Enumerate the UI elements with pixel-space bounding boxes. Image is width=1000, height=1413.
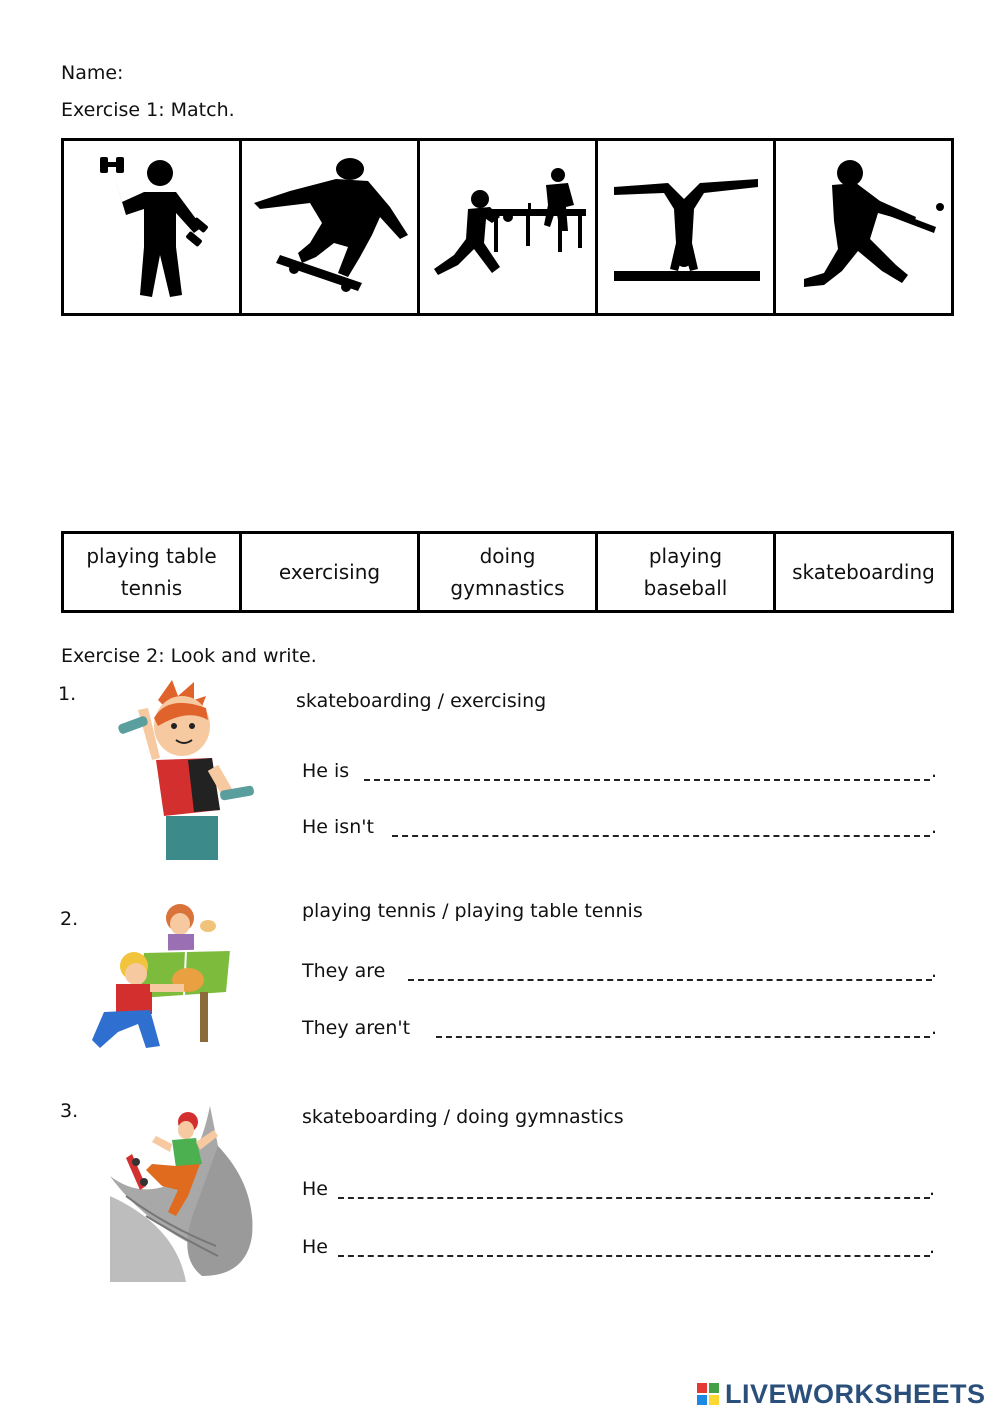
- word-line: doing: [479, 544, 536, 568]
- sentence-start: They aren't: [302, 1017, 411, 1039]
- word-line: playing: [648, 544, 723, 568]
- word-cell[interactable]: [63, 533, 241, 612]
- picture-cell[interactable]: [241, 140, 419, 315]
- logo-square: [709, 1395, 719, 1405]
- skateboarding-silhouette-icon: [250, 147, 410, 307]
- logo-square: [709, 1383, 719, 1393]
- item-number: 1.: [58, 683, 77, 705]
- word-line: baseball: [643, 576, 728, 600]
- word-line: gymnastics: [450, 576, 565, 600]
- exercise2-title: Exercise 2: Look and write.: [61, 645, 317, 667]
- period: .: [929, 1178, 936, 1200]
- item-options: playing tennis / playing table tennis: [302, 900, 643, 922]
- answer-line[interactable]: [408, 978, 932, 981]
- kids-playing-table-tennis-illustration: [90, 900, 235, 1052]
- period: .: [931, 1017, 938, 1039]
- picture-cell[interactable]: [597, 140, 775, 315]
- sentence-start: He: [302, 1236, 328, 1258]
- word-cell[interactable]: [597, 533, 775, 612]
- boy-exercising-dumbbells-illustration: [108, 680, 263, 862]
- word-cell[interactable]: [775, 533, 953, 612]
- table-tennis-silhouette-icon: [428, 147, 588, 307]
- liveworksheets-logo[interactable]: [697, 1377, 986, 1411]
- logo-grid-icon: [697, 1383, 719, 1405]
- answer-line[interactable]: [364, 778, 930, 781]
- picture-cell[interactable]: [775, 140, 953, 315]
- exercise1-title: Exercise 1: Match.: [61, 99, 235, 121]
- boy-skateboarding-ramp-illustration: [106, 1106, 256, 1282]
- sentence-start: He is: [302, 760, 350, 782]
- answer-line[interactable]: [436, 1035, 930, 1038]
- period: .: [931, 760, 938, 782]
- picture-cell[interactable]: [419, 140, 597, 315]
- sentence-start: He: [302, 1178, 328, 1200]
- baseball-silhouette-icon: [784, 147, 944, 307]
- word-line: skateboarding: [792, 560, 935, 584]
- word-table: [61, 531, 954, 613]
- period: .: [931, 816, 938, 838]
- name-label: Name:: [61, 62, 124, 84]
- logo-square: [697, 1383, 707, 1393]
- sentence-start: He isn't: [302, 816, 374, 838]
- answer-line[interactable]: [392, 834, 930, 837]
- word-line: tennis: [120, 576, 183, 600]
- answer-line[interactable]: [338, 1254, 930, 1257]
- answer-line[interactable]: [338, 1196, 930, 1199]
- picture-table: [61, 138, 954, 316]
- item-number: 3.: [60, 1100, 79, 1122]
- period: .: [931, 960, 938, 982]
- logo-text: LIVEWORKSHEETS: [725, 1378, 986, 1409]
- sentence-start: They are: [302, 960, 386, 982]
- item-number: 2.: [60, 908, 79, 930]
- exercising-silhouette-icon: [72, 147, 232, 307]
- word-line: exercising: [278, 560, 381, 584]
- word-line: playing table: [86, 544, 217, 568]
- item-options: skateboarding / exercising: [296, 690, 547, 712]
- logo-square: [697, 1395, 707, 1405]
- word-cell[interactable]: [241, 533, 419, 612]
- period: .: [929, 1236, 936, 1258]
- gymnastics-silhouette-icon: [606, 147, 766, 307]
- word-cell[interactable]: [419, 533, 597, 612]
- picture-cell[interactable]: [63, 140, 241, 315]
- item-options: skateboarding / doing gymnastics: [302, 1106, 624, 1128]
